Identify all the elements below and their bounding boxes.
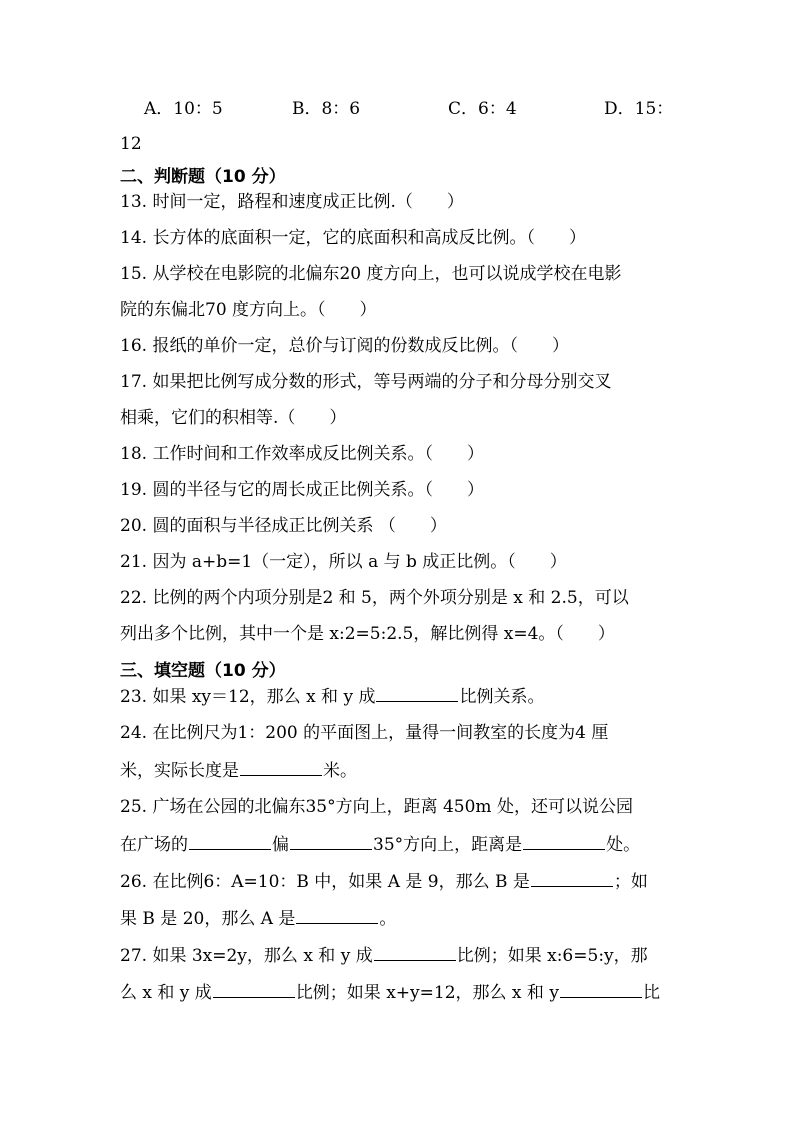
q23-text-b: 比例关系。 <box>459 687 545 707</box>
q25-text-e: 处。 <box>606 835 641 855</box>
q27-text-c: 么 x 和 y 成 <box>120 983 212 1003</box>
q24-blank[interactable] <box>240 759 322 776</box>
question-19: 19. 圆的半径与它的周长成正比例关系。（ ） <box>120 480 484 500</box>
q26-blank-1[interactable] <box>531 870 613 887</box>
question-22-line2: 列出多个比例，其中一个是 x:2=5:2.5，解比例得 x=4。（ ） <box>120 624 615 644</box>
q24-text-b: 米，实际长度是 <box>120 761 239 781</box>
question-23 <box>120 685 680 708</box>
question-18: 18. 工作时间和工作效率成反比例关系。（ ） <box>120 444 484 464</box>
option-c: C．6：4 <box>448 99 517 119</box>
question-17-line1: 17. 如果把比例写成分数的形式，等号两端的分子和分母分别交叉 <box>120 372 612 392</box>
option-d: D．15： <box>604 99 674 119</box>
question-14: 14. 长方体的底面积一定，它的底面积和高成反比例。（ ） <box>120 228 586 248</box>
q25-text-b: 在广场的 <box>120 835 188 855</box>
question-21: 21. 因为 a+b=1（一定），所以 a 与 b 成正比例。（ ） <box>120 552 567 572</box>
question-27-line1 <box>120 944 680 967</box>
question-26-line2 <box>120 907 680 930</box>
q27-text-d: 比例；如果 x+y=12，那么 x 和 y <box>295 983 559 1003</box>
question-13: 13. 时间一定，路程和速度成正比例.（ ） <box>120 192 464 212</box>
q27-text-e: 比 <box>642 983 660 1003</box>
q23-blank[interactable] <box>376 685 458 702</box>
question-26-line1 <box>120 870 680 893</box>
q26-text-d: 。 <box>379 909 397 929</box>
q26-blank-2[interactable] <box>296 907 378 924</box>
option-a: A．10：5 <box>144 99 223 119</box>
q26-text-b: ；如 <box>613 872 648 892</box>
question-20: 20. 圆的面积与半径成正比例关系 （ ） <box>120 516 447 536</box>
question-16: 16. 报纸的单价一定，总价与订阅的份数成反比例。（ ） <box>120 336 569 356</box>
q24-text-c: 米。 <box>323 761 357 781</box>
q25-blank-3[interactable] <box>523 833 605 850</box>
option-d-continuation: 12 <box>120 134 142 154</box>
q27-blank-3[interactable] <box>560 981 642 998</box>
section2-heading: 二、判断题（10 分） <box>120 167 286 187</box>
q27-blank-1[interactable] <box>374 944 456 961</box>
q27-text-b: 比例；如果 x:6=5:y，那 <box>456 946 648 966</box>
question-25-line2 <box>120 833 680 856</box>
question-27-line2 <box>120 981 680 1004</box>
question-15-line2: 院的东偏北70 度方向上。（ ） <box>120 300 377 320</box>
q27-blank-2[interactable] <box>213 981 295 998</box>
question-25-line1: 25. 广场在公园的北偏东35°方向上，距离 450m 处，还可以说公园 <box>120 797 633 817</box>
section3-heading: 三、填空题（10 分） <box>120 661 286 681</box>
q25-text-d: 35°方向上，距离是 <box>373 835 523 855</box>
q25-blank-1[interactable] <box>189 833 271 850</box>
q26-text-c: 果 B 是 20，那么 A 是 <box>120 909 296 929</box>
question-22-line1: 22. 比例的两个内项分别是2 和 5，两个外项分别是 x 和 2.5，可以 <box>120 588 629 608</box>
question-24-line1: 24. 在比例尺为1：200 的平面图上，量得一间教室的长度为4 厘 <box>120 723 609 743</box>
option-b: B．8：6 <box>292 99 361 119</box>
q23-text-a: 23. 如果 xy＝12，那么 x 和 y 成 <box>120 687 376 707</box>
question-15-line1: 15. 从学校在电影院的北偏东20 度方向上，也可以说成学校在电影 <box>120 264 622 284</box>
q25-blank-2[interactable] <box>290 833 372 850</box>
q25-text-c: 偏 <box>272 835 289 855</box>
q26-text-a: 26. 在比例6：A=10：B 中，如果 A 是 9，那么 B 是 <box>120 872 530 892</box>
q27-text-a: 27. 如果 3x=2y，那么 x 和 y 成 <box>120 946 373 966</box>
question-17-line2: 相乘，它们的积相等.（ ） <box>120 408 347 428</box>
question-24-line2 <box>120 759 680 782</box>
